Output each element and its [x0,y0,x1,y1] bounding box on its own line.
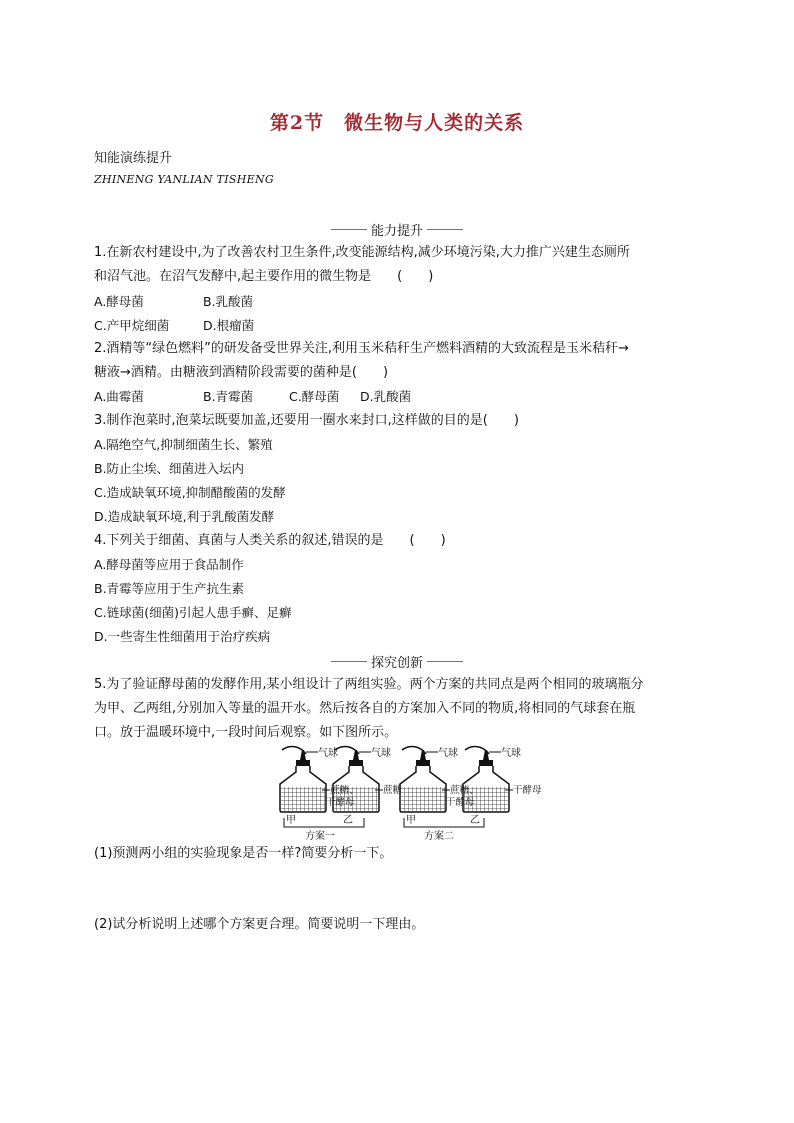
label-sugar: 蔗糖 [383,785,403,796]
q3-option-b: B.防止尘埃、细菌进入坛内 [94,461,245,476]
q2-option-c: C.酵母菌 [289,389,340,404]
label-yeast: 干酵母 [513,785,542,796]
q3-option-a: A.隔绝空气,抑制细菌生长、繁殖 [94,437,273,452]
question-5-line-2: 为甲、乙两组,分别加入等量的温开水。然后按各自的方案加入不同的物质,将相同的气球套在瓶 [94,701,636,716]
question-1-line-1: 1.在新农村建设中,为了改善农村卫生条件,改变能源结构,减少环境污染,大力推广兴建生态厕所 [94,245,630,260]
question-4: 4.下列关于细菌、真菌与人类关系的叙述,错误的是 ( ) [94,533,446,548]
label-jia-2: 甲 [406,815,416,826]
question-5-line-1: 5.为了验证酵母菌的发酵作用,某小组设计了两组实验。两个方案的共同点是两个相同的玻璃瓶分 [94,677,644,692]
label-sugar-yeast-c: 蔗糖、 [450,785,479,796]
q4-option-b: B.青霉等应用于生产抗生素 [94,581,245,596]
section-title: 探究创新 [370,656,423,671]
question-2-line-1: 2.酒精等“绿色燃料”的研发备受世界关注,利用玉米秸秆生产燃料酒精的大致流程是玉米秸秆→ [94,341,629,356]
label-plan-1: 方案一 [305,831,335,842]
q4-option-d: D.一些寄生性细菌用于治疗疾病 [94,629,271,644]
q1-option-c: C.产甲烷细菌 [94,318,170,333]
q4-option-c: C.链球菌(细菌)引起人患手癣、足癣 [94,605,292,620]
label-yi-2: 乙 [470,815,480,826]
label-balloon-1: 气球 [318,748,338,759]
q2-option-a: A.曲霉菌 [94,389,144,404]
label-balloon-3: 气球 [438,748,458,759]
label-sugar-yeast-d: 干酵母 [446,797,475,808]
page-title: 第2节 微生物与人类的关系 [269,112,525,134]
label-balloon-2: 气球 [371,748,391,759]
section-title: 能力提升 [370,224,423,239]
q3-option-c: C.造成缺氧环境,抑制醋酸菌的发酵 [94,485,286,500]
q1-option-d: D.根瘤菌 [203,318,255,333]
label-balloon-4: 气球 [501,748,521,759]
q1-option-b: B.乳酸菌 [203,294,254,309]
subtitle-cn: 知能演练提升 [94,151,173,166]
subtitle-pinyin: ZHINENG YANLIAN TISHENG [94,173,274,186]
q4-option-a: A.酵母菌等应用于食品制作 [94,557,244,572]
label-yi-1: 乙 [343,815,353,826]
question-5-sub-2: (2)试分析说明上述哪个方案更合理。简要说明一下理由。 [94,917,425,932]
label-sugar-yeast-b: 干酵母 [326,797,355,808]
label-plan-2: 方案二 [424,831,454,842]
question-5-line-3: 口。放于温暖环境中,一段时间后观察。如下图所示。 [94,725,398,740]
q2-option-b: B.青霉菌 [203,389,254,404]
label-sugar-yeast-a: 蔗糖、 [330,785,359,796]
question-1-line-2: 和沼气池。在沼气发酵中,起主要作用的微生物是 ( ) [94,269,434,284]
question-3: 3.制作泡菜时,泡菜坛既要加盖,还要用一圈水来封口,这样做的目的是( ) [94,413,519,428]
question-5-sub-1: (1)预测两小组的实验现象是否一样?简要分析一下。 [94,846,393,861]
question-2-line-2: 糖液→酒精。由糖液到酒精阶段需要的菌种是( ) [94,365,389,380]
q1-option-a: A.酵母菌 [94,294,144,309]
label-jia-1: 甲 [286,815,296,826]
q3-option-d: D.造成缺氧环境,利于乳酸菌发酵 [94,509,275,524]
q2-option-d: D.乳酸菌 [360,389,412,404]
